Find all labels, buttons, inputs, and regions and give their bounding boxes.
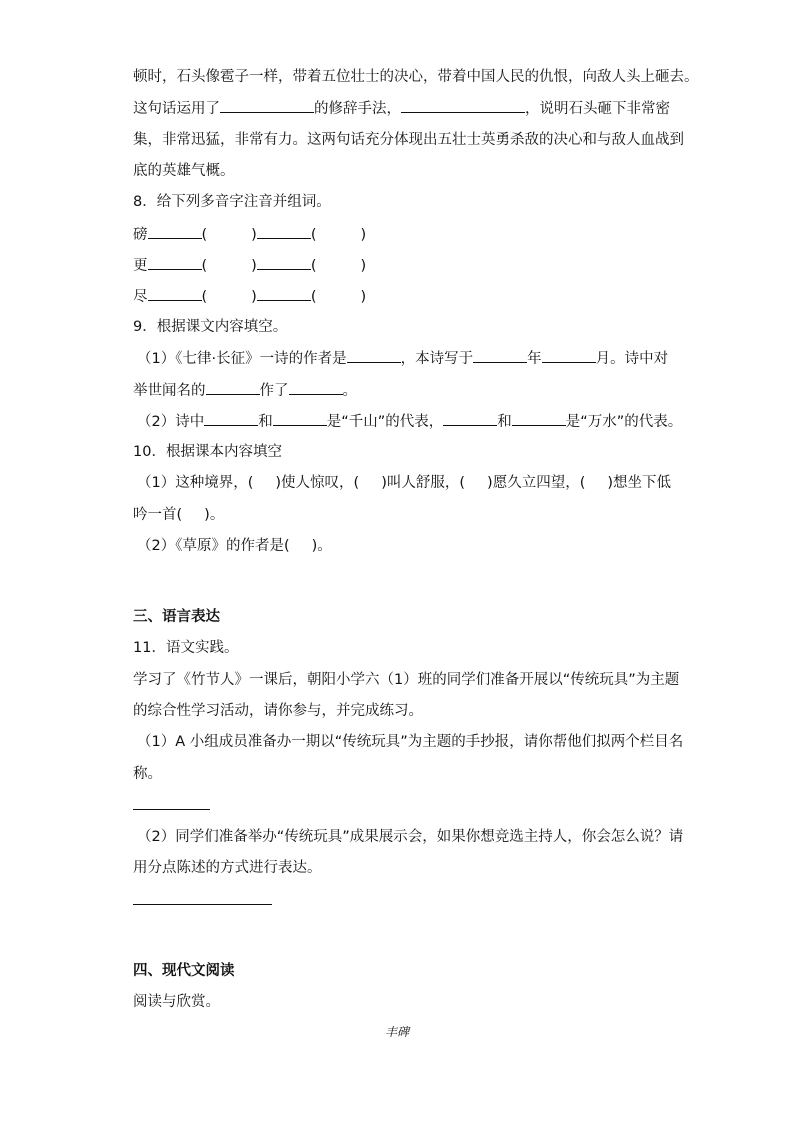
question-10-1-line-2 — [133, 505, 224, 525]
text: 和 — [497, 414, 512, 430]
paren: ( — [310, 258, 317, 274]
text: )叫人舒服，( — [381, 475, 466, 491]
blank[interactable] — [148, 286, 202, 301]
passage-line-4: 底的英雄气概。 — [133, 163, 235, 179]
blank[interactable] — [443, 411, 497, 426]
text: （1）这种境界，( — [137, 475, 254, 491]
question-11-1-line-2: 称。 — [133, 766, 162, 782]
text: 是“万水”的代表。 — [565, 414, 683, 430]
blank[interactable] — [289, 380, 343, 395]
question-11-1-line-1: （1）A 小组成员准备办一期以“传统玩具”为主题的手抄报，请你帮他们拟两个栏目名 — [137, 734, 684, 750]
paren: ( — [201, 289, 208, 305]
blank[interactable] — [257, 255, 311, 270]
blank[interactable] — [473, 348, 527, 363]
question-11: 11．语文实践。 — [133, 640, 239, 656]
text: )。 — [204, 507, 225, 523]
question-9: 9．根据课文内容填空。 — [133, 319, 288, 335]
blank[interactable] — [148, 224, 202, 239]
text: 的修辞手法， — [314, 101, 401, 117]
answer-line-2[interactable] — [133, 904, 272, 905]
paren: ( — [310, 289, 317, 305]
text: )。 — [311, 538, 332, 554]
passage-line-1: 顿时，石头像雹子一样，带着五位壮士的决心，带着中国人民的仇恨，向敌人头上砸去。 — [133, 69, 699, 85]
question-9-2 — [137, 411, 682, 432]
page-footer: 丰碑 — [384, 1025, 409, 1039]
question-11-intro-1: 学习了《竹节人》一课后，朝阳小学六（1）班的同学们准备开展以“传统玩具”为主题 — [133, 672, 680, 688]
passage-line-2 — [133, 98, 670, 119]
polyphone-row-1 — [133, 224, 366, 245]
question-11-2-line-1: （2）同学们准备举办“传统玩具”成果展示会，如果你想竞选主持人，你会怎么说？请 — [137, 829, 684, 845]
text: 举世闻名的 — [133, 383, 206, 399]
text: 。 — [342, 383, 357, 399]
question-10-1-line-1 — [137, 473, 671, 493]
paren: ( — [310, 227, 317, 243]
text: )使人惊叹，( — [275, 475, 360, 491]
text: 年 — [527, 351, 542, 367]
blank[interactable] — [347, 348, 401, 363]
polyphone-row-3 — [133, 286, 366, 307]
blank[interactable] — [273, 411, 327, 426]
passage-line-3: 集，非常迅猛，非常有力。这两句话充分体现出五壮士英勇杀敌的决心和与敌人血战到 — [133, 132, 684, 148]
blank[interactable] — [512, 411, 566, 426]
paren: ) — [251, 289, 257, 305]
blank[interactable] — [206, 380, 260, 395]
paren: ) — [360, 289, 367, 305]
paren: ) — [360, 258, 367, 274]
paren: ( — [201, 258, 208, 274]
text: 月。诗中对 — [595, 351, 669, 367]
char: 尽 — [133, 289, 148, 305]
char: 更 — [133, 258, 148, 274]
char: 磅 — [133, 227, 148, 243]
blank[interactable] — [542, 348, 596, 363]
question-10-2 — [137, 536, 332, 556]
blank[interactable] — [257, 286, 311, 301]
blank[interactable] — [257, 224, 311, 239]
question-9-1-line-1 — [137, 348, 668, 369]
text: 和 — [258, 414, 273, 430]
question-11-intro-2: 的综合性学习活动，请你参与，并完成练习。 — [133, 703, 423, 719]
text: （1）《七律·长征》一诗的作者是 — [137, 351, 347, 367]
paren: ( — [201, 227, 208, 243]
text: 是“千山”的代表， — [326, 414, 444, 430]
question-9-1-line-2 — [133, 380, 357, 401]
text: 作了 — [259, 383, 289, 399]
text: ，本诗写于 — [400, 351, 474, 367]
blank[interactable] — [220, 98, 314, 113]
question-11-2-line-2: 用分点陈述的方式进行表达。 — [133, 860, 322, 876]
text: （2）诗中 — [137, 414, 205, 430]
question-10: 10．根据课本内容填空 — [133, 444, 282, 460]
text: ，说明石头砸下非常密 — [525, 101, 670, 117]
text: （2）《草原》的作者是( — [137, 538, 290, 554]
blank[interactable] — [148, 255, 202, 270]
polyphone-row-2 — [133, 255, 366, 276]
text: )愿久立四望，( — [487, 475, 586, 491]
question-8: 8．给下列多音字注音并组词。 — [133, 194, 331, 210]
text: )想坐下低 — [607, 475, 672, 491]
section-4-heading: 四、现代文阅读 — [133, 963, 235, 979]
paren: ) — [251, 258, 257, 274]
reading-intro: 阅读与欣赏。 — [133, 994, 220, 1010]
text: 这句话运用了 — [133, 101, 220, 117]
paren: ) — [360, 227, 367, 243]
blank[interactable] — [401, 98, 525, 113]
blank[interactable] — [204, 411, 258, 426]
paren: ) — [251, 227, 257, 243]
answer-line-1[interactable] — [133, 809, 210, 810]
text: 吟一首( — [133, 507, 183, 523]
section-3-heading: 三、语言表达 — [133, 609, 220, 625]
